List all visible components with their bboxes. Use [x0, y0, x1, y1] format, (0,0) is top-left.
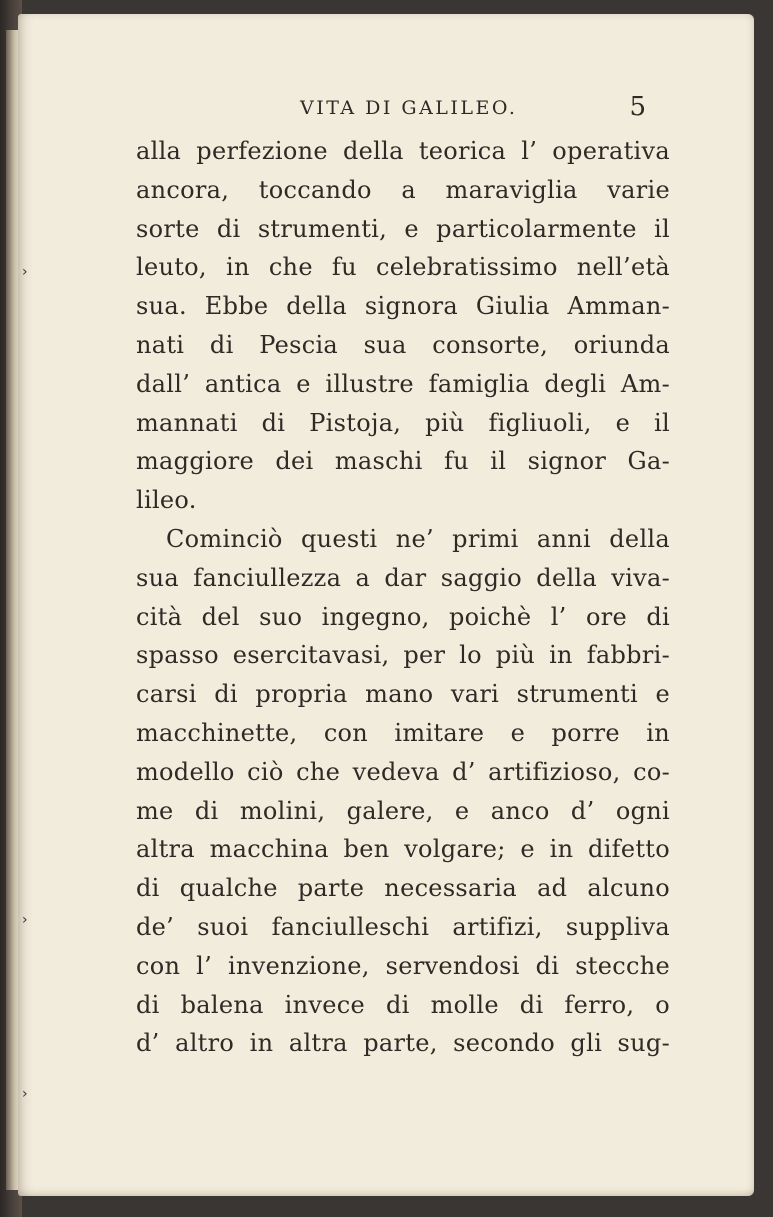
paragraph-end-line: lileo.	[136, 486, 197, 515]
text-line: alla perfezione della teorica l’ operativa	[136, 137, 670, 165]
paragraph-start-line: Cominciò questi ne’ primi anni della	[166, 524, 670, 553]
text-line: carsi di propria mano vari strumenti e	[136, 680, 670, 709]
margin-mark: ›	[22, 1086, 28, 1102]
text-line: di qualche parte necessaria ad alcuno	[136, 874, 670, 903]
text-line: con l’ invenzione, servendosi di stecche	[136, 951, 670, 980]
text-line: me di molini, galere, e anco d’ ogni	[136, 796, 670, 825]
body-text	[136, 132, 670, 1063]
running-head: VITA DI GALILEO.	[300, 97, 518, 119]
book-page	[18, 14, 754, 1196]
text-line: de’ suoi fanciulleschi artifizi, suppliva	[136, 912, 670, 941]
text-line: di balena invece di molle di ferro, o	[136, 990, 670, 1019]
text-line: ancora, toccando a maraviglia varie	[136, 175, 670, 204]
text-line: leuto, in che fu celebratissimo nell’età	[136, 253, 670, 282]
text-line: sua fanciullezza a dar saggio della viva-	[136, 563, 670, 592]
text-line: maggiore dei maschi fu il signor Ga-	[136, 447, 670, 476]
page-header	[118, 94, 674, 128]
text-line: modello ciò che vedeva d’ artifizioso, co-	[136, 757, 670, 786]
margin-mark: ›	[22, 912, 28, 928]
text-line: mannati di Pistoja, più figliuoli, e il	[136, 408, 670, 437]
text-line: sua. Ebbe della signora Giulia Amman-	[136, 292, 670, 321]
text-line: cità del suo ingegno, poichè l’ ore di	[136, 602, 670, 631]
text-line: altra macchina ben volgare; e in difetto	[136, 835, 670, 864]
text-line: spasso esercitavasi, per lo più in fabbri-	[136, 641, 670, 670]
page-number: 5	[629, 92, 646, 122]
text-line: sorte di strumenti, e particolarmente il	[136, 214, 670, 243]
text-line: nati di Pescia sua consorte, oriunda	[136, 330, 670, 359]
text-line: d’ altro in altra parte, secondo gli sug-	[136, 1029, 670, 1058]
text-line: macchinette, con imitare e porre in	[136, 718, 670, 747]
margin-mark: ›	[22, 264, 28, 280]
text-line: dall’ antica e illustre famiglia degli Am-	[136, 369, 670, 398]
